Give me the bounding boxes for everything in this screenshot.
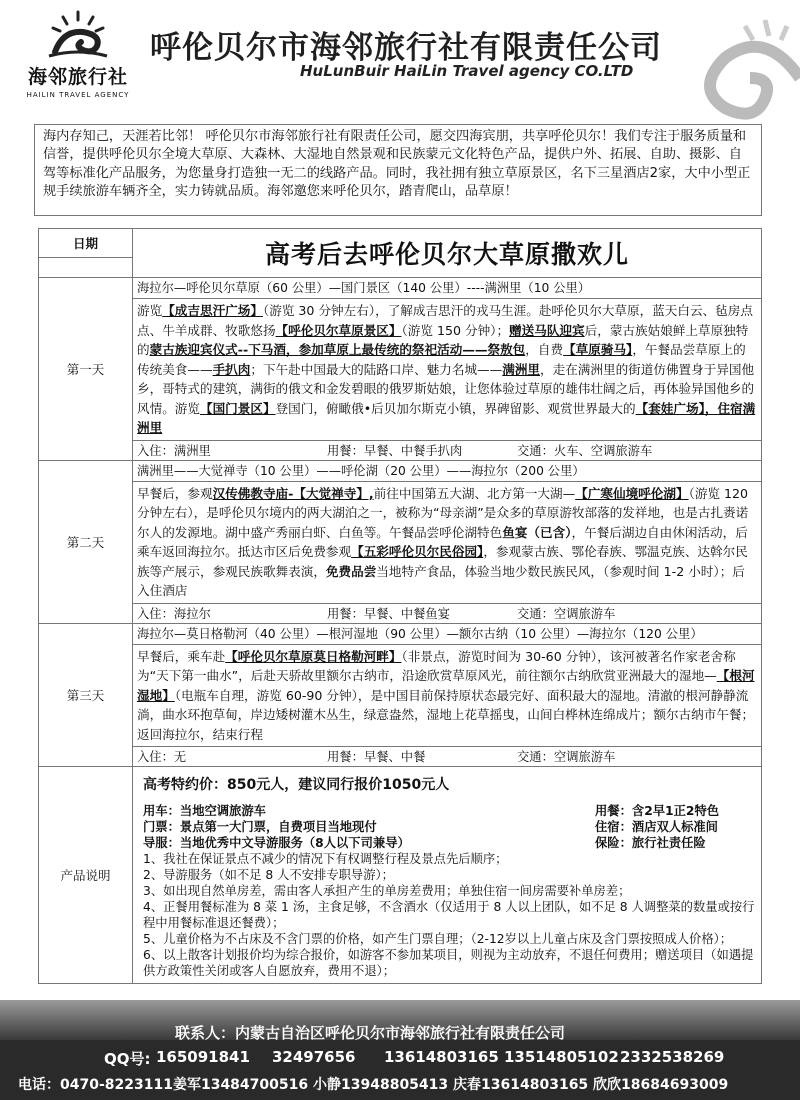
day-label: 第二天 [39, 460, 133, 623]
contact-footer [0, 1000, 800, 1100]
day-transport: 交通：空调旅游车 [517, 606, 616, 621]
day-label: 第一天 [39, 278, 133, 461]
desc-text: ，参观蒙古族、鄂伦春族、鄂温克族、达斡尔民族等产展示，参观民族歌舞表演， [137, 544, 748, 579]
day-meal: 用餐：早餐、中餐手扒肉 [327, 443, 463, 458]
highlight-text: 汉传佛教寺庙-【大觉禅寺】, [212, 485, 374, 501]
note-item: 6、以上散客计划报价均为综合报价，如游客不参加某项目，则视为主动放弃，不退任何费用；赠送项目（如遇提供方政策性关闭或客人自愿放弃，费用不退）； [143, 948, 754, 978]
phone-line: 电话：0470-8223111姜军13484700516 小静13948805413 庆春13614803165 欣欣18684693009 [18, 1077, 729, 1093]
logo-name-en: HAILIN TRAVEL AGENCY [26, 91, 130, 99]
product-label: 产品说明 [39, 767, 133, 984]
service-row [143, 819, 755, 835]
service-row [143, 835, 755, 851]
note-item: 4、正餐用餐标准为 8 菜 1 汤，主食足够，不含酒水（仅适用于 8 人以上团队，如不足 8 人调整菜的数量或按行程中用餐标准退还餐费）； [143, 900, 755, 930]
highlight-text: 【根河湿地】 [137, 668, 755, 703]
day-description [133, 299, 762, 441]
decorative-spiral-icon [665, 18, 800, 128]
highlight-text: 【五彩呼伦贝尔民俗园】 [351, 544, 484, 559]
tour-title: 高考后去呼伦贝尔大草原撒欢儿 [133, 229, 762, 278]
qq-number: 32497656 [272, 1048, 356, 1066]
day-transport: 交通：空调旅游车 [517, 750, 616, 764]
desc-text: ，午餐品尝草原上的传统美食—— [137, 342, 746, 377]
desc-text: 早餐后，乘车赴 [137, 648, 226, 664]
highlight-text: 【呼伦贝尔草原景区】 [275, 322, 402, 338]
desc-text: 早餐后，参观 [137, 485, 213, 501]
note-item: 3、如出现自然单房差，需由客人承担产生的单房差费用；单独住宿一间房需要补单房差； [143, 884, 631, 898]
company-title-cn: 呼伦贝尔市海邻旅行社有限责任公司 [150, 30, 662, 66]
page-header [0, 0, 800, 118]
note-item: 5、儿童价格为不占床及不含门票的价格，如产生门票自理；（2-12岁以上儿童占床及含门票按照成人价格）； [143, 932, 733, 946]
day-label: 第三天 [39, 623, 133, 767]
highlight-text: 【广寒仙境呼伦湖】 [575, 485, 689, 501]
day-meal: 用餐：早餐、中餐 [327, 750, 426, 764]
desc-text: 游览 [137, 303, 163, 318]
qq-label: QQ号: [104, 1050, 151, 1068]
highlight-text: 鱼宴（已含） [502, 524, 572, 540]
date-header: 日期 [39, 229, 133, 258]
highlight-text: 蒙古族迎宾仪式--下马酒，参加草原上最传统的祭祀活动——祭敖包 [149, 342, 526, 357]
contact-line: 联系人：内蒙古自治区呼伦贝尔市海邻旅行社有限责任公司 [175, 1024, 566, 1042]
day-stay: 入住：无 [137, 750, 187, 764]
price-line: 高考特约价：850元人，建议同行报价1050元人 [143, 777, 450, 793]
day-stay: 入住：海拉尔 [137, 606, 211, 621]
desc-text: （游览 30 分钟左右），了解成吉思汗的戎马生涯。赴呼伦贝尔大草原，蓝天白云、毡房点点、牛羊成群、牧歌悠扬 [137, 303, 753, 338]
service-right: 住宿：酒店双人标准间 [595, 820, 718, 834]
day-stay: 入住：满洲里 [137, 443, 211, 458]
desc-text: ，自费 [525, 342, 564, 357]
sun-sea-logo-icon [43, 8, 113, 60]
service-row [143, 803, 755, 819]
desc-text: ；下午赴中国最大的陆路口岸、魅力名城—— [250, 361, 503, 377]
desc-text: ，午餐后湖边自由休闲活动，后乘车返回海拉尔。抵达市区后免费参观 [137, 524, 748, 559]
desc-text: ，走在满洲里的街道仿佛置身于异国他乡，哥特式的建筑，满街的俄文和金发碧眼的俄罗斯姑娘，让您体验过草原的雄伟壮阔之后，再体验异国他乡的风情。游览 [137, 361, 755, 416]
desc-text: 登国门，俯瞰俄•后贝加尔斯克小镇，界碑留影、观赏世界最大的 [275, 400, 636, 416]
desc-text: （电瓶车自理，游览 60-90 分钟），是中国目前保持原状态最完好、面积最大的湿地。清澈的根河静静流淌，曲水环抱草甸，岸边矮树灌木丛生，绿意盎然，湿地上花草摇曳，山间白桦林连绵成片；额尔古纳市午餐；返回海拉尔，结束行程 [137, 687, 755, 742]
day-description [133, 481, 762, 603]
logo-name-cn: 海邻旅行社 [27, 66, 128, 88]
qq-number: 165091841 [156, 1048, 250, 1066]
day-route: 海拉尔—莫日格勒河（40 公里）—根河湿地（90 公里）—额尔古纳（10 公里）—海拉尔（120 公里） [133, 623, 762, 644]
desc-text: 后，蒙古族姑娘鲜上草原独特的 [137, 322, 749, 357]
day-transport: 交通：火车、空调旅游车 [517, 443, 653, 458]
service-left: 用车：当地空调旅游车 [143, 804, 266, 818]
highlight-text: 手扒肉 [212, 361, 251, 377]
highlight-text: 【草原骑马】 [563, 342, 633, 357]
service-right: 用餐：含2早1正2特色 [595, 804, 720, 818]
day-route: 满洲里——大觉禅寺（10 公里）——呼伦湖（20 公里）——海拉尔（200 公里） [133, 460, 762, 481]
desc-text: 当地特产食品，体验当地少数民族民风，（参观时间 1-2 小时）；后入住酒店 [137, 563, 745, 598]
highlight-text: 【呼伦贝尔草原莫日格勒河畔】 [225, 648, 402, 664]
date-header-spacer [39, 257, 133, 277]
qq-number: 13514805102 [504, 1048, 619, 1066]
highlight-text: 满洲里 [502, 361, 540, 377]
service-left: 门票：景点第一大门票，自费项目当地现付 [143, 820, 377, 834]
highlight-text: 赠送马队迎宾 [509, 322, 585, 338]
desc-text: 前往中国第五大湖、北方第一大湖— [373, 485, 576, 501]
qq-number: 13614803165 [384, 1048, 499, 1066]
note-item: 1、我社在保证景点不减少的情况下有权调整行程及景点先后顺序； [143, 852, 508, 866]
desc-text: （游览 150 分钟）； [401, 322, 510, 338]
day-meal: 用餐：早餐、中餐鱼宴 [327, 606, 450, 621]
product-info [133, 767, 762, 984]
day-info-row [133, 440, 762, 460]
qq-number: 2332538269 [620, 1048, 725, 1066]
highlight-text: 免费品尝 [325, 563, 377, 579]
company-title-en: HuLunBuir HaiLin Travel agency CO.LTD [300, 62, 634, 80]
desc-text: （游览 120 分钟左右），是呼伦贝尔境内的两大湖泊之一，被称为“母亲湖”是众多的草原游牧部落的发祥地，也是古扎赉诺尔人的发源地。湖中盛产秀丽白虾、白鱼等。午餐品尝呼伦湖特色 [137, 485, 749, 540]
highlight-text: 【国门景区】 [199, 400, 276, 416]
company-logo [18, 8, 138, 108]
highlight-text: 【套娃广场】，住宿满洲里 [137, 400, 756, 435]
day-info-row [133, 747, 762, 767]
service-right: 保险：旅行社责任险 [595, 836, 706, 850]
desc-text: （非景点，游览时间为 30-60 分钟），该河被著名作家老舍称为“天下第一曲水”，后赴天骄故里额尔古纳市，沿途欣赏草原风光，前往额尔古纳欣赏亚洲最大的湿地— [137, 648, 736, 683]
day-route: 海拉尔—呼伦贝尔草原（60 公里）—国门景区（140 公里）----满洲里（10 公里） [133, 278, 762, 299]
itinerary-table [38, 228, 762, 984]
highlight-text: 【成吉思汗广场】 [162, 303, 263, 318]
note-item: 2、导游服务（如不足 8 人不安排专职导游）； [143, 868, 394, 882]
day-description [133, 644, 762, 747]
intro-box: 海内存知己，天涯若比邻！ 呼伦贝尔市海邻旅行社有限责任公司，愿交四海宾朋，共享呼伦贝尔！我们专注于服务质量和信誉，提供呼伦贝尔全境大草原、大森林、大湿地自然景观和民族蒙元文化特色产品，提供户外、拓展、自助、摄影、自驾等标准化产品服务，为您量身打造独一无二的线路产品。同时，我社拥有独立草原景区，名下三星酒店2家，大中小型正规手续旅游车辆齐全，实力铸就品质。海邻邀您来呼伦贝尔，踏青爬山，品草原！ [34, 124, 762, 216]
day-info-row [133, 603, 762, 623]
service-left: 导服：当地优秀中文导游服务（8人以下司兼导） [143, 836, 410, 850]
